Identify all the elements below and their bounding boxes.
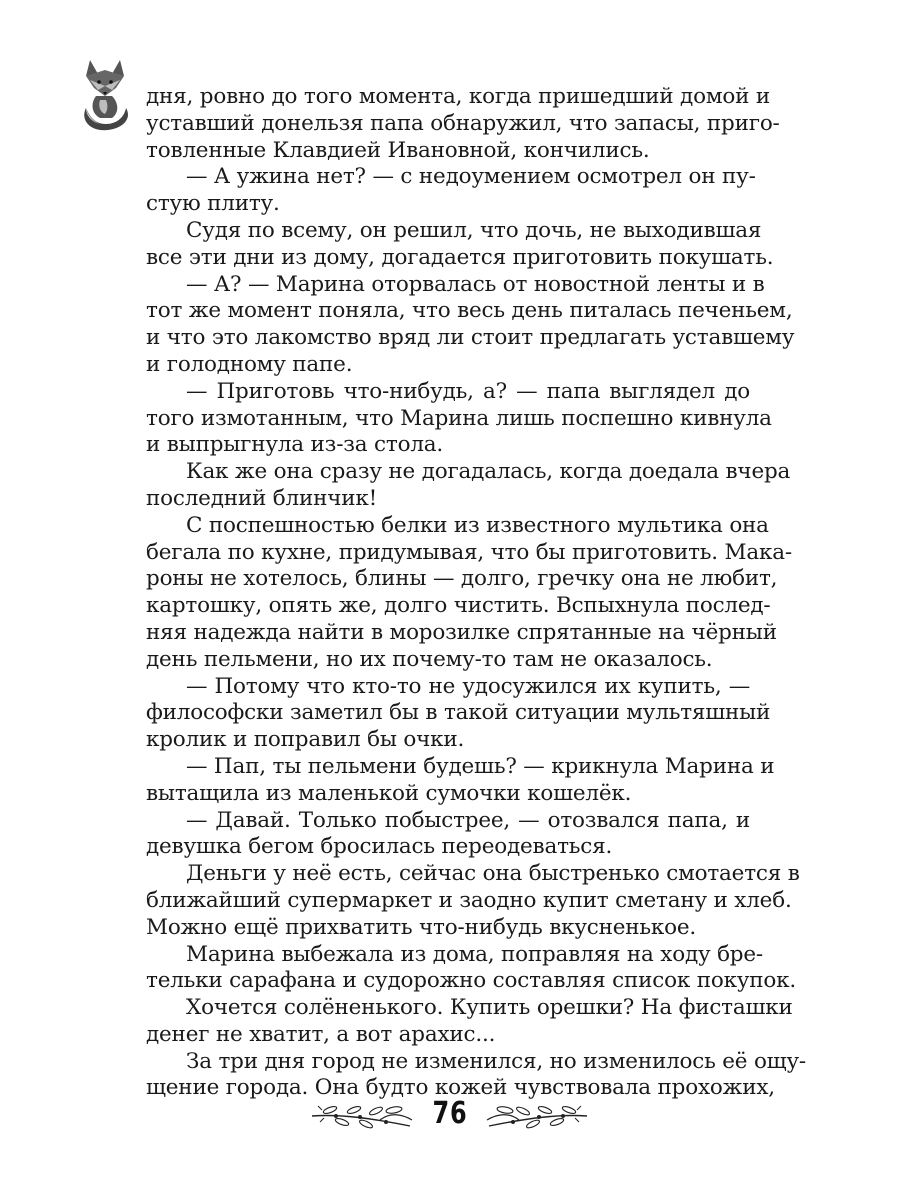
text-line: — А? — Марина оторвалась от новостной ленты и в: [186, 271, 765, 297]
text-line: товленные Клавдией Ивановной, кончились.: [146, 137, 650, 163]
text-line: бегала по кухне, придумывая, что бы приготовить. Мака-: [146, 539, 792, 565]
text-line: Как же она сразу не догадалась, когда доедала вчера: [186, 459, 791, 485]
text-line: философски заметил бы в такой ситуации мультяшный: [146, 700, 771, 726]
text-line: — Давай. Только побыстрее, — отозвался папа, и: [186, 807, 750, 833]
text-line: того измотанным, что Марина лишь поспешно кивнула: [146, 405, 772, 431]
text-line: роны не хотелось, блины — долго, гречку она не любит,: [146, 566, 778, 592]
text-line: денег не хватит, а вот арахис...: [146, 1021, 496, 1047]
text-line: девушка бегом бросилась переодеваться.: [146, 834, 613, 860]
text-line: уставший донельзя папа обнаружил, что запасы, приго-: [146, 110, 780, 136]
text-line: — Потому что кто-то не удосужился их купить, —: [186, 673, 750, 699]
text-line: ближайший супермаркет и заодно купит сметану и хлеб.: [146, 887, 792, 913]
laurel-branch-right-icon: [484, 1096, 589, 1136]
text-line: За три дня город не изменился, но изменилось её ощу-: [186, 1048, 806, 1074]
text-line: дня, ровно до того момента, когда пришедший домой и: [146, 84, 770, 109]
text-line: все эти дни из дому, догадается приготовить покушать.: [146, 244, 774, 270]
text-line: Хочется солёненького. Купить орешки? На фисташки: [186, 995, 793, 1021]
text-line: последний блинчик!: [146, 485, 378, 511]
text-line: Судя по всему, он решил, что дочь, не выходившая: [186, 217, 762, 243]
text-line: и что это лакомство вряд ли стоит предлагать уставшему: [146, 325, 795, 351]
page-number: 76: [432, 1096, 468, 1131]
text-line: — Приготовь что-нибудь, а? — папа выглядел до: [186, 378, 750, 404]
laurel-branch-left-icon: [310, 1096, 415, 1136]
text-line: картошку, опять же, долго чистить. Вспыхнула послед-: [146, 593, 771, 619]
body-text: [146, 84, 806, 1102]
text-line: день пельмени, но их почему-то там не оказалось.: [146, 646, 713, 672]
text-line: тот же момент поняла, что весь день питалась печеньем,: [146, 298, 793, 324]
text-line: С поспешностью белки из известного мультика она: [186, 512, 769, 538]
text-line: кролик и поправил бы очки.: [146, 727, 465, 753]
text-line: Деньги у неё есть, сейчас она быстренько смотается в: [186, 861, 800, 887]
text-line: стую плиту.: [146, 191, 280, 217]
text-line: Марина выбежала из дома, поправляя на ходу бре-: [186, 941, 763, 967]
text-line: — А ужина нет? — с недоумением осмотрел он пу-: [186, 164, 756, 190]
text-line: щение города. Она будто кожей чувствовала прохожих,: [146, 1075, 775, 1101]
text-line: няя надежда найти в морозилке спрятанные на чёрный: [146, 619, 777, 645]
fox-icon: [80, 56, 140, 134]
text-line: вытащила из маленькой сумочки кошелёк.: [146, 780, 632, 806]
text-line: и голодному папе.: [146, 351, 353, 377]
text-line: — Пап, ты пельмени будешь? — крикнула Марина и: [186, 753, 775, 779]
text-line: Можно ещё прихватить что-нибудь вкусненькое.: [146, 914, 697, 940]
page-footer: [0, 1090, 900, 1150]
text-line: и выпрыгнула из-за стола.: [146, 432, 444, 458]
text-line: тельки сарафана и судорожно составляя список покупок.: [146, 968, 797, 994]
